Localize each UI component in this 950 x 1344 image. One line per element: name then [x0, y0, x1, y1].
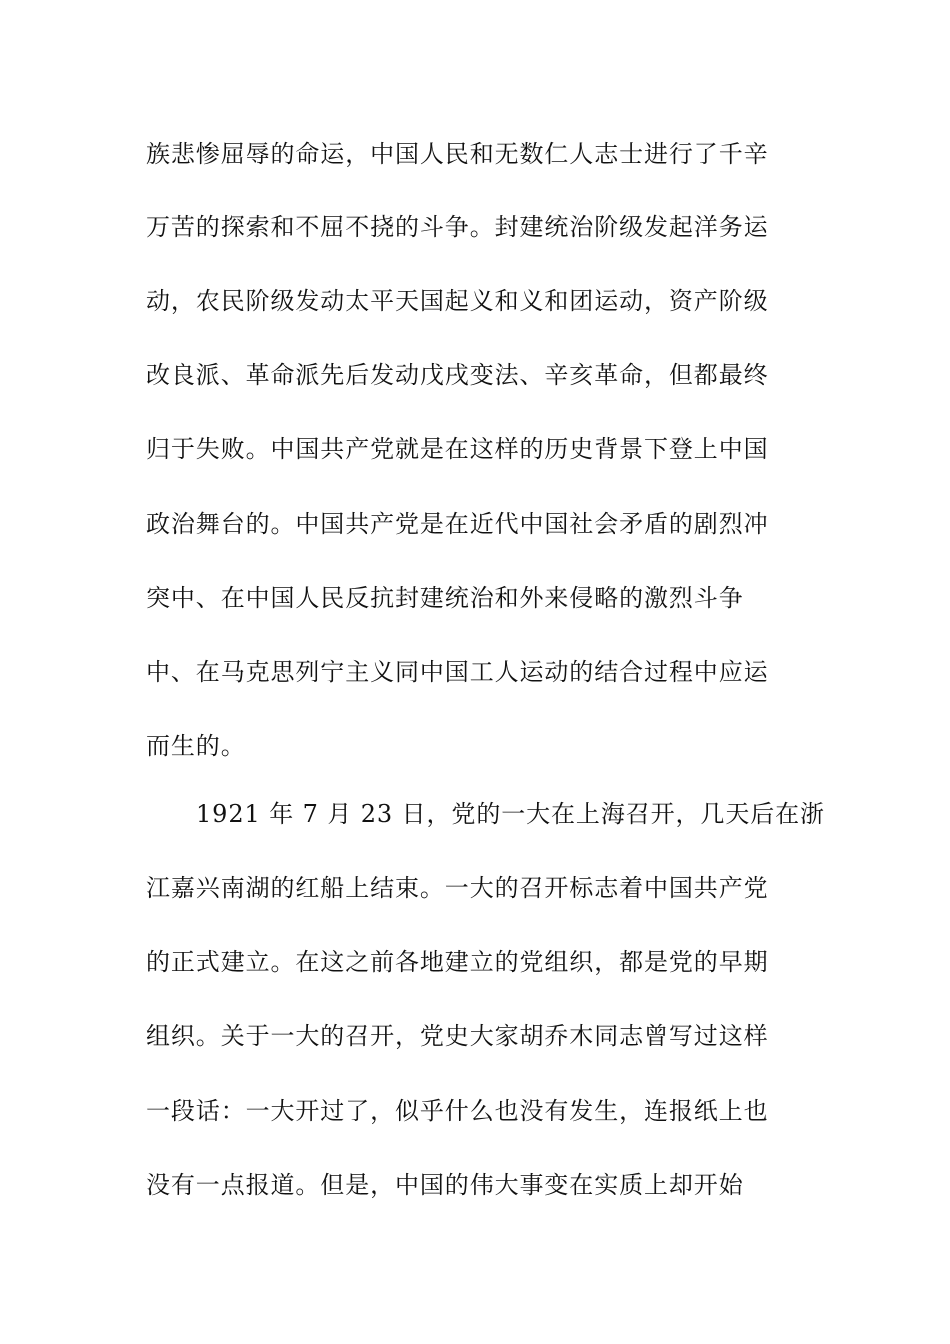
text-line: 的正式建立。在这之前各地建立的党组织，都是党的早期	[146, 948, 769, 976]
paragraph-first-line: 1921 年 7 月 23 日，党的一大在上海召开，几天后在浙	[196, 800, 825, 828]
text-line: 万苦的探索和不屈不挠的斗争。封建统治阶级发起洋务运	[146, 213, 769, 241]
text-line: 一段话：一大开过了，似乎什么也没有发生，连报纸上也	[146, 1097, 769, 1125]
text-line: 族悲惨屈辱的命运，中国人民和无数仁人志士进行了千辛	[146, 140, 769, 168]
text-line: 政治舞台的。中国共产党是在近代中国社会矛盾的剧烈冲	[146, 510, 769, 538]
text-line: 中、在马克思列宁主义同中国工人运动的结合过程中应运	[146, 658, 769, 686]
text-line: 动，农民阶级发动太平天国起义和义和团运动，资产阶级	[146, 287, 769, 315]
text-line: 改良派、革命派先后发动戊戌变法、辛亥革命，但都最终	[146, 361, 769, 389]
text-line: 归于失败。中国共产党就是在这样的历史背景下登上中国	[146, 435, 769, 463]
text-line: 而生的。	[146, 732, 246, 760]
text-line: 江嘉兴南湖的红船上结束。一大的召开标志着中国共产党	[146, 874, 769, 902]
text-line: 突中、在中国人民反抗封建统治和外来侵略的激烈斗争	[146, 584, 744, 612]
text-line: 组织。关于一大的召开，党史大家胡乔木同志曾写过这样	[146, 1022, 769, 1050]
text-line: 没有一点报道。但是，中国的伟大事变在实质上却开始	[146, 1171, 744, 1199]
